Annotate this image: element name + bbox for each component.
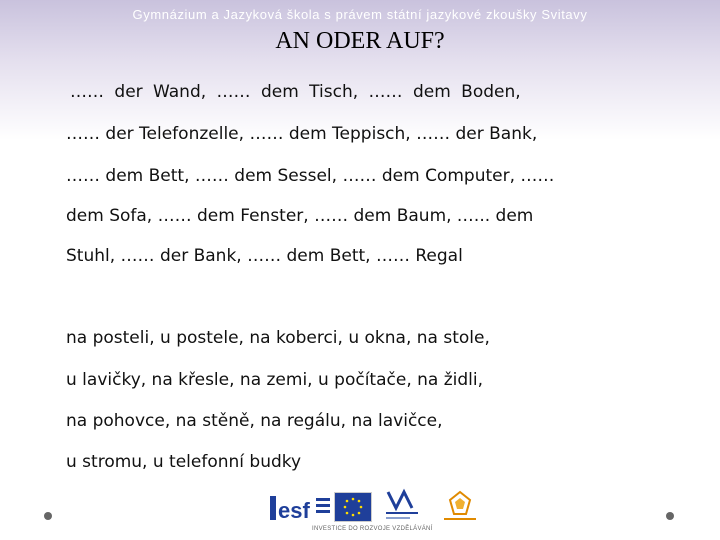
slide-dot-right [666, 512, 674, 520]
exercise-line-1: …… der Wand, …… dem Tisch, …… dem Boden, [70, 82, 521, 102]
footer-logos [270, 488, 490, 536]
msmt-logo [382, 488, 422, 524]
exercise-line-5: Stuhl, …… der Bank, …… dem Bett, …… Regal [66, 246, 463, 266]
esf-logo [270, 492, 330, 524]
exercise-line-4: dem Sofa, …… dem Fenster, …… dem Baum, .….. dem [66, 206, 534, 226]
logo-caption: INVESTICE DO ROZVOJE VZDĚLÁVÁNÍ [312, 526, 433, 532]
eu-flag-logo [334, 492, 372, 522]
op-vk-logo [440, 490, 480, 526]
answer-line-1: na posteli, u postele, na koberci, u okna, na stole, [66, 328, 490, 348]
header-school-name: Gymnázium a Jazyková škola s právem státní jazykové zkoušky Svitavy [132, 7, 588, 22]
answer-line-2: u lavičky, na křesle, na zemi, u počítače, na židli, [66, 370, 484, 390]
page-title: AN ODER AUF? [275, 28, 445, 54]
exercise-line-3: …… dem Bett, …… dem Sessel, …… dem Computer, …… [66, 166, 555, 186]
answer-line-3: na pohovce, na stěně, na regálu, na lavičce, [66, 411, 443, 431]
slide-dot-left [44, 512, 52, 520]
svg-text:esf: esf [278, 498, 310, 523]
answer-line-4: u stromu, u telefonní budky [66, 452, 302, 472]
exercise-line-2: …… der Telefonzelle, …… dem Teppisch, …… der Bank, [66, 124, 538, 144]
